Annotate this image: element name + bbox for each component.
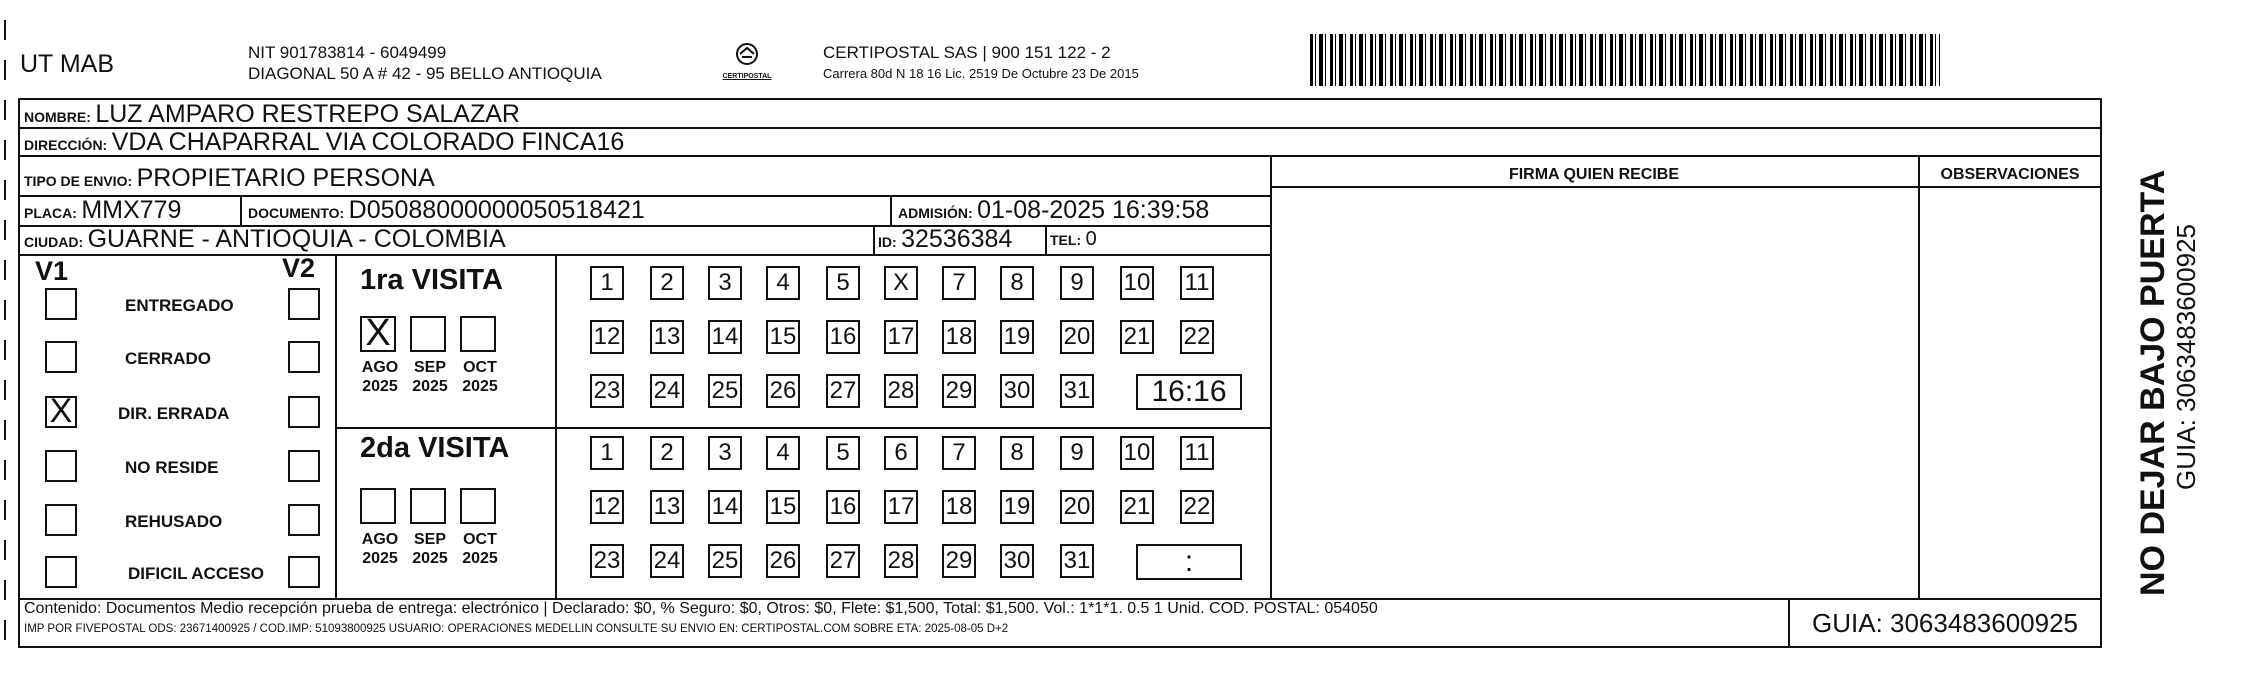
month-label: SEP	[413, 531, 446, 548]
v1-checkbox[interactable]: X	[45, 396, 77, 428]
documento-row	[248, 196, 645, 225]
barcode	[1310, 34, 1940, 86]
day-box[interactable]: 14	[708, 490, 742, 524]
day-box[interactable]: 29	[942, 374, 976, 408]
documento-label: DOCUMENTO:	[248, 205, 345, 221]
day-box[interactable]: 21	[1120, 490, 1154, 524]
day-box[interactable]: 7	[942, 436, 976, 470]
v1-label: V1	[35, 256, 69, 286]
nit: NIT 901783814 - 6049499	[248, 43, 447, 62]
day-box[interactable]: 22	[1180, 320, 1214, 354]
v1-checkbox[interactable]	[45, 288, 77, 320]
ciudad-label: CIUDAD:	[24, 234, 84, 250]
day-box[interactable]: 15	[766, 490, 800, 524]
day-box[interactable]: 28	[884, 374, 918, 408]
certi-address: Carrera 80d N 18 16 Lic. 2519 De Octubre 23 De 2015	[823, 66, 1139, 81]
day-box[interactable]: 7	[942, 266, 976, 300]
year-label: 2025	[412, 378, 448, 395]
day-box[interactable]: 22	[1180, 490, 1214, 524]
month-checkbox[interactable]	[460, 316, 496, 352]
day-box[interactable]: X	[884, 266, 918, 300]
tel-value: 0	[1085, 228, 1097, 250]
direccion-label: DIRECCIÓN:	[24, 137, 108, 153]
direccion-value: VDA CHAPARRAL VIA COLORADO FINCA16	[111, 128, 625, 156]
day-box[interactable]: 28	[884, 544, 918, 578]
day-box[interactable]: 1	[590, 436, 624, 470]
month-checkbox[interactable]	[460, 488, 496, 524]
day-box[interactable]: 27	[826, 544, 860, 578]
v2-checkbox[interactable]	[288, 341, 320, 373]
month-label: OCT	[463, 359, 497, 376]
side-guia: GUIA: 3063483600925	[2171, 224, 2201, 490]
time-box[interactable]: :	[1136, 544, 1242, 580]
month-checkbox[interactable]: X	[360, 316, 396, 352]
day-box[interactable]: 10	[1120, 436, 1154, 470]
day-box[interactable]: 18	[942, 490, 976, 524]
day-box[interactable]: 20	[1060, 490, 1094, 524]
month-checkbox[interactable]	[360, 488, 396, 524]
day-box[interactable]: 16	[826, 320, 860, 354]
tel-label: TEL:	[1050, 232, 1082, 248]
tipo-row	[24, 164, 435, 193]
nombre-row	[24, 100, 520, 129]
day-box[interactable]: 4	[766, 436, 800, 470]
day-box[interactable]: 30	[1000, 374, 1034, 408]
day-box[interactable]: 3	[708, 436, 742, 470]
month-label: AGO	[361, 531, 399, 548]
v1-checkbox[interactable]	[45, 450, 77, 482]
day-box[interactable]: 29	[942, 544, 976, 578]
visit1-title: 1ra VISITA	[360, 264, 503, 296]
imp-text: IMP POR FIVEPOSTAL ODS: 23671400925 / COD.IMP: 51093800925 USUARIO: OPERACIONES MEDELLIN CONSULTE SU ENVIO EN: CERTIPOSTAL.COM SOBRE ETA: 2025-08-05 D+2	[24, 623, 1009, 635]
certi-name: CERTIPOSTAL SAS | 900 151 122 - 2	[823, 43, 1111, 62]
day-box[interactable]: 12	[590, 490, 624, 524]
nombre-value: LUZ AMPARO RESTREPO SALAZAR	[95, 100, 520, 128]
month-checkbox[interactable]	[410, 316, 446, 352]
sender-address: DIAGONAL 50 A # 42 - 95 BELLO ANTIOQUIA	[248, 64, 602, 83]
status-label: CERRADO	[125, 349, 211, 368]
footer-guia: GUIA: 3063483600925	[1812, 608, 2078, 638]
day-box[interactable]: 26	[766, 544, 800, 578]
day-box[interactable]: 9	[1060, 436, 1094, 470]
day-box[interactable]: 16	[826, 490, 860, 524]
day-box[interactable]: 4	[766, 266, 800, 300]
month-label: AGO	[361, 359, 399, 376]
year-label: 2025	[462, 378, 498, 395]
day-box[interactable]: 19	[1000, 490, 1034, 524]
day-box[interactable]: 2	[650, 266, 684, 300]
day-box[interactable]: 10	[1120, 266, 1154, 300]
id-value: 32536384	[901, 225, 1013, 253]
day-box[interactable]: 14	[708, 320, 742, 354]
admision-value: 01-08-2025 16:39:58	[977, 196, 1210, 224]
year-label: 2025	[362, 550, 398, 567]
year-label: 2025	[362, 378, 398, 395]
day-box[interactable]: 20	[1060, 320, 1094, 354]
year-label: 2025	[412, 550, 448, 567]
contenido-text: Contenido: Documentos Medio recepción prueba de entrega: electrónico | Declarado: $0, % Seguro: $0, Otros: $0, Flete: $1,500, Total: $1,500. Vol.: 1*1*1. 0.5 1 Unid. COD. POSTAL: 054050	[24, 600, 1378, 617]
logo-text: CERTIPOSTAL	[722, 73, 772, 80]
day-box[interactable]: 17	[884, 490, 918, 524]
status-label: REHUSADO	[125, 512, 223, 531]
v2-checkbox[interactable]	[288, 450, 320, 482]
tel-row	[1050, 228, 1097, 251]
month-checkbox[interactable]	[410, 488, 446, 524]
v2-checkbox[interactable]	[288, 556, 320, 588]
day-box[interactable]: 31	[1060, 544, 1094, 578]
v1-checkbox[interactable]	[45, 341, 77, 373]
month-label: SEP	[413, 359, 446, 376]
day-box[interactable]: 27	[826, 374, 860, 408]
v2-label: V2	[282, 253, 316, 283]
day-box[interactable]: 21	[1120, 320, 1154, 354]
day-box[interactable]: 11	[1180, 436, 1214, 470]
day-box[interactable]: 8	[1000, 436, 1034, 470]
day-box[interactable]: 25	[708, 374, 742, 408]
v1-checkbox[interactable]	[45, 504, 77, 536]
day-box[interactable]: 5	[826, 436, 860, 470]
status-label: ENTREGADO	[125, 296, 234, 315]
placa-row	[24, 196, 181, 225]
visit2-title: 2da VISITA	[360, 432, 510, 464]
tipo-label: TIPO DE ENVIO:	[24, 173, 133, 189]
v1-checkbox[interactable]	[45, 556, 77, 588]
day-box[interactable]: 1	[590, 266, 624, 300]
placa-label: PLACA:	[24, 205, 77, 221]
status-label: DIR. ERRADA	[118, 404, 230, 423]
day-box[interactable]: 23	[590, 544, 624, 578]
certipostal-logo	[712, 42, 782, 86]
v2-checkbox[interactable]	[288, 396, 320, 428]
v2-checkbox[interactable]	[288, 288, 320, 320]
day-box[interactable]: 19	[1000, 320, 1034, 354]
day-box[interactable]: 13	[650, 490, 684, 524]
day-box[interactable]: 13	[650, 320, 684, 354]
id-row	[878, 225, 1012, 254]
tipo-value: PROPIETARIO PERSONA	[136, 164, 435, 192]
admision-label: ADMISIÓN:	[898, 205, 973, 221]
year-label: 2025	[462, 550, 498, 567]
status-label: NO RESIDE	[125, 458, 219, 477]
day-box[interactable]: 24	[650, 544, 684, 578]
day-box[interactable]: 11	[1180, 266, 1214, 300]
nombre-label: NOMBRE:	[24, 109, 91, 125]
day-box[interactable]: 26	[766, 374, 800, 408]
day-box[interactable]: 9	[1060, 266, 1094, 300]
day-box[interactable]: 15	[766, 320, 800, 354]
day-box[interactable]: 31	[1060, 374, 1094, 408]
v2-checkbox[interactable]	[288, 504, 320, 536]
day-box[interactable]: 25	[708, 544, 742, 578]
admision-row	[898, 196, 1209, 225]
day-box[interactable]: 17	[884, 320, 918, 354]
company-name: UT MAB	[20, 50, 114, 78]
time-box[interactable]: 16:16	[1136, 374, 1242, 410]
documento-value: D05088000000050518421	[348, 196, 645, 224]
ciudad-row	[24, 225, 506, 254]
firma-header: FIRMA QUIEN RECIBE	[1508, 166, 1680, 183]
logo-emblem-icon	[732, 42, 762, 68]
month-label: OCT	[463, 531, 497, 548]
day-box[interactable]: 2	[650, 436, 684, 470]
id-label: ID:	[878, 234, 897, 250]
day-box[interactable]: 3	[708, 266, 742, 300]
day-box[interactable]: 5	[826, 266, 860, 300]
no-dejar-bajo-puerta: NO DEJAR BAJO PUERTA	[2134, 169, 2172, 596]
day-box[interactable]: 18	[942, 320, 976, 354]
day-box[interactable]: 6	[884, 436, 918, 470]
day-box[interactable]: 23	[590, 374, 624, 408]
day-box[interactable]: 12	[590, 320, 624, 354]
placa-value: MMX779	[81, 196, 182, 224]
ciudad-value: GUARNE - ANTIOQUIA - COLOMBIA	[87, 225, 506, 253]
observaciones-header: OBSERVACIONES	[1940, 166, 2080, 183]
day-box[interactable]: 24	[650, 374, 684, 408]
day-box[interactable]: 30	[1000, 544, 1034, 578]
day-box[interactable]: 8	[1000, 266, 1034, 300]
status-label: DIFICIL ACCESO	[128, 564, 265, 583]
direccion-row	[24, 128, 624, 157]
